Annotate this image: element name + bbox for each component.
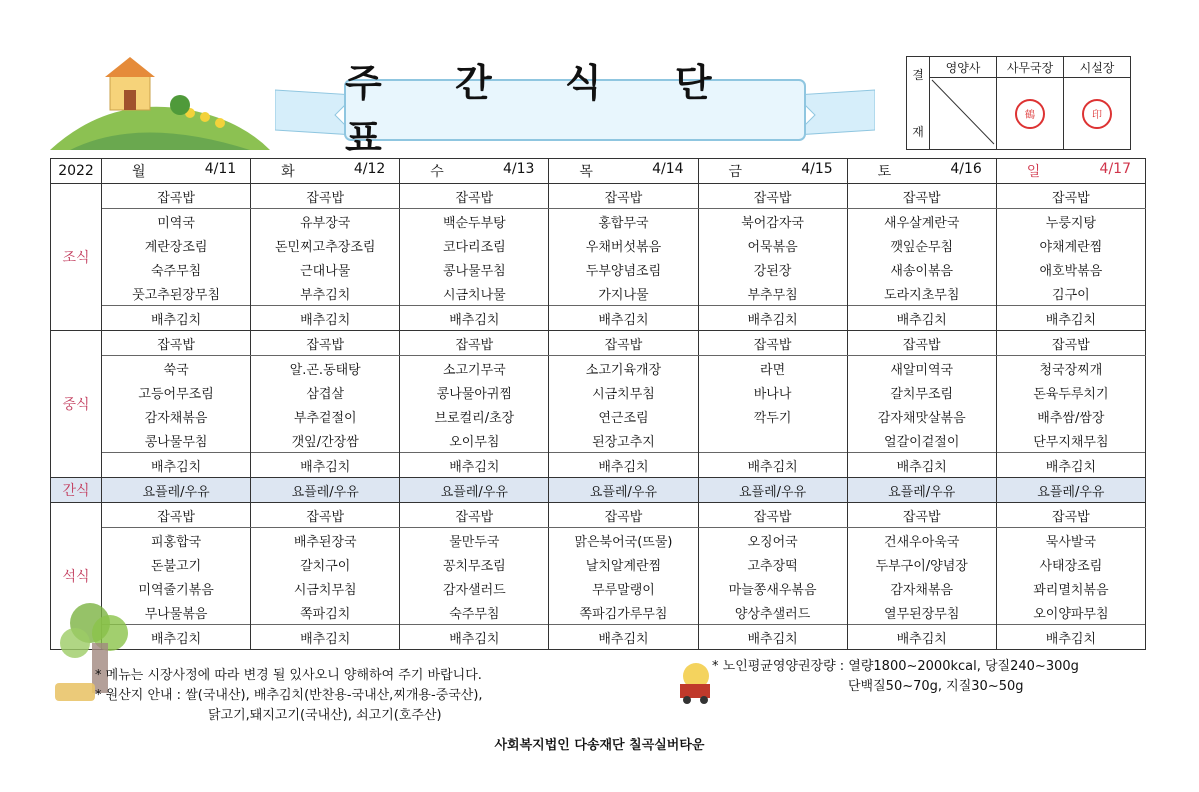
menu-cell: 된장고추지	[549, 428, 698, 453]
menu-cell: 배추김치	[251, 306, 400, 331]
menu-cell: 고추장떡	[698, 552, 847, 576]
menu-cell: 요플레/우유	[698, 478, 847, 503]
truck-illustration	[676, 662, 716, 706]
menu-cell: 배추김치	[698, 306, 847, 331]
menu-cell: 시금치무침	[549, 380, 698, 404]
approval-box	[906, 56, 1131, 150]
menu-cell: 감자샐러드	[400, 576, 549, 600]
menu-cell: 배추김치	[549, 306, 698, 331]
day-header-sunday: 일 4/17	[996, 159, 1145, 184]
menu-cell: 갈치구이	[251, 552, 400, 576]
menu-cell: 묵사발국	[996, 528, 1145, 553]
menu-cell: 풋고추된장무침	[102, 281, 251, 306]
menu-cell: 브로컬리/초장	[400, 404, 549, 428]
menu-cell: 갯잎/간장쌈	[251, 428, 400, 453]
menu-cell: 야채계란찜	[996, 233, 1145, 257]
menu-cell: 잡곡밥	[400, 331, 549, 356]
page-title: 주 간 식 단 표	[345, 61, 742, 160]
menu-cell: 배추김치	[847, 625, 996, 650]
menu-cell: 잡곡밥	[102, 184, 251, 209]
role-nutritionist: 영양사	[930, 57, 997, 78]
menu-cell: 요플레/우유	[847, 478, 996, 503]
menu-cell: 북어감자국	[698, 209, 847, 234]
menu-cell: 잡곡밥	[847, 503, 996, 528]
approval-side-bottom: 재	[912, 125, 924, 139]
menu-cell: 무나물볶음	[102, 600, 251, 625]
menu-cell: 배추김치	[847, 306, 996, 331]
day-header: 화 4/12	[251, 159, 400, 184]
menu-cell: 잡곡밥	[549, 331, 698, 356]
signature-box-stamp1	[997, 78, 1064, 150]
menu-cell: 쑥국	[102, 356, 251, 381]
menu-cell: 부추김치	[251, 281, 400, 306]
breakfast-section	[51, 184, 1146, 331]
menu-cell: 오이양파무침	[996, 600, 1145, 625]
meal-label-breakfast: 조식	[51, 184, 102, 331]
menu-cell: 근대나물	[251, 257, 400, 281]
menu-cell: 잡곡밥	[847, 184, 996, 209]
menu-cell: 숙주무침	[400, 600, 549, 625]
menu-cell: 오징어국	[698, 528, 847, 553]
menu-cell: 배추김치	[102, 453, 251, 478]
menu-cell: 부추무침	[698, 281, 847, 306]
weekly-menu-table	[50, 158, 1146, 650]
menu-cell: 시금치무침	[251, 576, 400, 600]
menu-cell: 배추김치	[400, 453, 549, 478]
menu-row	[51, 184, 1146, 209]
menu-cell: 배추김치	[698, 453, 847, 478]
snack-row	[51, 478, 1146, 503]
signature-box-empty	[930, 78, 997, 150]
menu-row	[51, 600, 1146, 625]
menu-row	[51, 404, 1146, 428]
menu-cell: 배추쌈/쌈장	[996, 404, 1145, 428]
menu-cell	[698, 428, 847, 453]
menu-cell: 부추겉절이	[251, 404, 400, 428]
meal-label-snack: 간식	[51, 478, 102, 503]
menu-cell: 요플레/우유	[251, 478, 400, 503]
menu-row	[51, 331, 1146, 356]
menu-cell: 바나나	[698, 380, 847, 404]
menu-cell: 고등어무조림	[102, 380, 251, 404]
approval-side-top: 결	[912, 68, 924, 82]
menu-cell: 배추김치	[102, 625, 251, 650]
menu-cell: 오이무침	[400, 428, 549, 453]
menu-cell: 잡곡밥	[251, 331, 400, 356]
menu-cell: 열무된장무침	[847, 600, 996, 625]
menu-cell: 잡곡밥	[698, 503, 847, 528]
menu-cell: 잡곡밥	[698, 331, 847, 356]
notes-block	[95, 666, 483, 726]
meal-label-lunch: 중식	[51, 331, 102, 478]
menu-cell: 알.곤.동태탕	[251, 356, 400, 381]
menu-cell: 두부구이/양념장	[847, 552, 996, 576]
menu-row	[51, 306, 1146, 331]
menu-cell: 무루말랭이	[549, 576, 698, 600]
menu-cell: 시금치나물	[400, 281, 549, 306]
menu-cell: 잡곡밥	[549, 184, 698, 209]
menu-cell: 감자채볶음	[102, 404, 251, 428]
day-header: 금 4/15	[698, 159, 847, 184]
menu-cell: 계란장조림	[102, 233, 251, 257]
menu-row	[51, 625, 1146, 650]
menu-cell: 돈육두루치기	[996, 380, 1145, 404]
menu-cell: 단무지채무침	[996, 428, 1145, 453]
menu-cell: 배추김치	[102, 306, 251, 331]
menu-cell: 삼겹살	[251, 380, 400, 404]
role-office-manager: 사무국장	[997, 57, 1064, 78]
menu-cell: 잡곡밥	[996, 331, 1145, 356]
menu-row	[51, 453, 1146, 478]
menu-cell: 새송이볶음	[847, 257, 996, 281]
menu-cell: 유부장국	[251, 209, 400, 234]
menu-cell: 사태장조림	[996, 552, 1145, 576]
menu-cell: 잡곡밥	[400, 184, 549, 209]
seal-stamp-icon: 鶴	[1015, 99, 1045, 129]
diagonal-line	[930, 78, 996, 146]
menu-cell: 잡곡밥	[400, 503, 549, 528]
menu-cell: 날치알계란찜	[549, 552, 698, 576]
menu-cell: 꽁치무조림	[400, 552, 549, 576]
header-row	[51, 159, 1146, 184]
menu-row	[51, 356, 1146, 381]
menu-cell: 배추김치	[996, 625, 1145, 650]
menu-cell: 배추김치	[698, 625, 847, 650]
nutrition-line1: * 노인평균영양권장량 : 열량1800~2000kcal, 당질240~300g	[712, 659, 1079, 674]
menu-cell: 잡곡밥	[102, 331, 251, 356]
menu-row	[51, 428, 1146, 453]
menu-row	[51, 281, 1146, 306]
menu-row	[51, 576, 1146, 600]
menu-cell: 강된장	[698, 257, 847, 281]
menu-cell: 쪽파김가루무침	[549, 600, 698, 625]
lunch-section	[51, 331, 1146, 478]
menu-cell: 잡곡밥	[102, 503, 251, 528]
menu-cell: 배추된장국	[251, 528, 400, 553]
menu-cell: 요플레/우유	[996, 478, 1145, 503]
menu-cell: 물만두국	[400, 528, 549, 553]
menu-cell: 새알미역국	[847, 356, 996, 381]
snack-section	[51, 478, 1146, 503]
menu-cell: 배추김치	[251, 453, 400, 478]
menu-row	[51, 503, 1146, 528]
menu-cell: 잡곡밥	[251, 184, 400, 209]
menu-cell: 잡곡밥	[847, 331, 996, 356]
menu-cell: 얼갈이겉절이	[847, 428, 996, 453]
menu-row	[51, 380, 1146, 404]
menu-row	[51, 233, 1146, 257]
menu-cell: 잡곡밥	[698, 184, 847, 209]
day-header: 월 4/11	[102, 159, 251, 184]
menu-cell: 잡곡밥	[549, 503, 698, 528]
menu-cell: 깻잎순무침	[847, 233, 996, 257]
menu-cell: 소고기육개장	[549, 356, 698, 381]
menu-cell: 콩나물무침	[400, 257, 549, 281]
menu-cell: 미역국	[102, 209, 251, 234]
note-menu-change: * 메뉴는 시장사정에 따라 변경 될 있사오니 양해하여 주기 바랍니다.	[95, 668, 482, 683]
menu-cell: 배추김치	[549, 625, 698, 650]
menu-cell: 애호박볶음	[996, 257, 1145, 281]
menu-cell: 돈민찌고추장조림	[251, 233, 400, 257]
menu-cell: 배추김치	[996, 453, 1145, 478]
menu-cell: 숙주무침	[102, 257, 251, 281]
menu-cell: 가지나물	[549, 281, 698, 306]
menu-cell: 맑은북어국(뜨물)	[549, 528, 698, 553]
menu-row	[51, 528, 1146, 553]
menu-cell: 김구이	[996, 281, 1145, 306]
menu-cell: 콩나물아귀찜	[400, 380, 549, 404]
day-header: 목 4/14	[549, 159, 698, 184]
menu-cell: 소고기무국	[400, 356, 549, 381]
menu-cell: 코다리조림	[400, 233, 549, 257]
day-header: 수 4/13	[400, 159, 549, 184]
menu-cell: 감자채맛살볶음	[847, 404, 996, 428]
menu-cell: 배추김치	[847, 453, 996, 478]
menu-row	[51, 209, 1146, 234]
menu-cell: 쪽파김치	[251, 600, 400, 625]
menu-cell: 배추김치	[400, 625, 549, 650]
menu-cell: 우채버섯볶음	[549, 233, 698, 257]
menu-cell: 건새우아욱국	[847, 528, 996, 553]
menu-cell: 배추김치	[400, 306, 549, 331]
menu-cell: 잡곡밥	[251, 503, 400, 528]
menu-cell: 미역줄기볶음	[102, 576, 251, 600]
menu-cell: 양상추샐러드	[698, 600, 847, 625]
menu-cell: 잡곡밥	[996, 184, 1145, 209]
note-origin: * 원산지 안내 : 쌀(국내산), 배추김치(반찬용-국내산,찌개용-중국산),	[95, 688, 483, 703]
menu-row	[51, 552, 1146, 576]
menu-row	[51, 257, 1146, 281]
menu-cell: 도라지초무침	[847, 281, 996, 306]
menu-cell: 배추김치	[996, 306, 1145, 331]
day-header: 토 4/16	[847, 159, 996, 184]
menu-cell: 꽈리멸치볶음	[996, 576, 1145, 600]
menu-cell: 갈치무조림	[847, 380, 996, 404]
meal-label-dinner: 석식	[51, 503, 102, 650]
menu-cell: 요플레/우유	[400, 478, 549, 503]
dinner-section	[51, 503, 1146, 650]
role-director: 시설장	[1064, 57, 1131, 78]
menu-cell: 피홍합국	[102, 528, 251, 553]
nutrition-block	[712, 657, 1079, 697]
menu-cell: 콩나물무침	[102, 428, 251, 453]
signature-box-stamp2	[1064, 78, 1131, 150]
menu-cell: 배추김치	[549, 453, 698, 478]
menu-cell: 두부양념조림	[549, 257, 698, 281]
approval-side	[907, 57, 930, 150]
menu-cell: 어묵볶음	[698, 233, 847, 257]
menu-cell: 누룽지탕	[996, 209, 1145, 234]
menu-cell: 라면	[698, 356, 847, 381]
menu-cell: 깍두기	[698, 404, 847, 428]
menu-cell: 새우살계란국	[847, 209, 996, 234]
menu-cell: 연근조림	[549, 404, 698, 428]
menu-cell: 홍합무국	[549, 209, 698, 234]
note-origin-cont: 닭고기,돼지고기(국내산), 쇠고기(호주산)	[208, 708, 442, 723]
menu-cell: 돈불고기	[102, 552, 251, 576]
menu-cell: 배추김치	[251, 625, 400, 650]
menu-cell: 요플레/우유	[102, 478, 251, 503]
menu-cell: 마늘쫑새우볶음	[698, 576, 847, 600]
menu-cell: 백순두부탕	[400, 209, 549, 234]
menu-cell: 잡곡밥	[996, 503, 1145, 528]
nutrition-line2: 단백질50~70g, 지질30~50g	[848, 679, 1024, 694]
year-cell: 2022	[51, 159, 102, 184]
seal-stamp-icon: 印	[1082, 99, 1112, 129]
menu-cell: 감자채볶음	[847, 576, 996, 600]
menu-cell: 요플레/우유	[549, 478, 698, 503]
menu-cell: 청국장찌개	[996, 356, 1145, 381]
house-hill-illustration	[50, 55, 270, 150]
footer-organization: 사회복지법인 다송재단 칠곡실버타운	[494, 738, 705, 753]
